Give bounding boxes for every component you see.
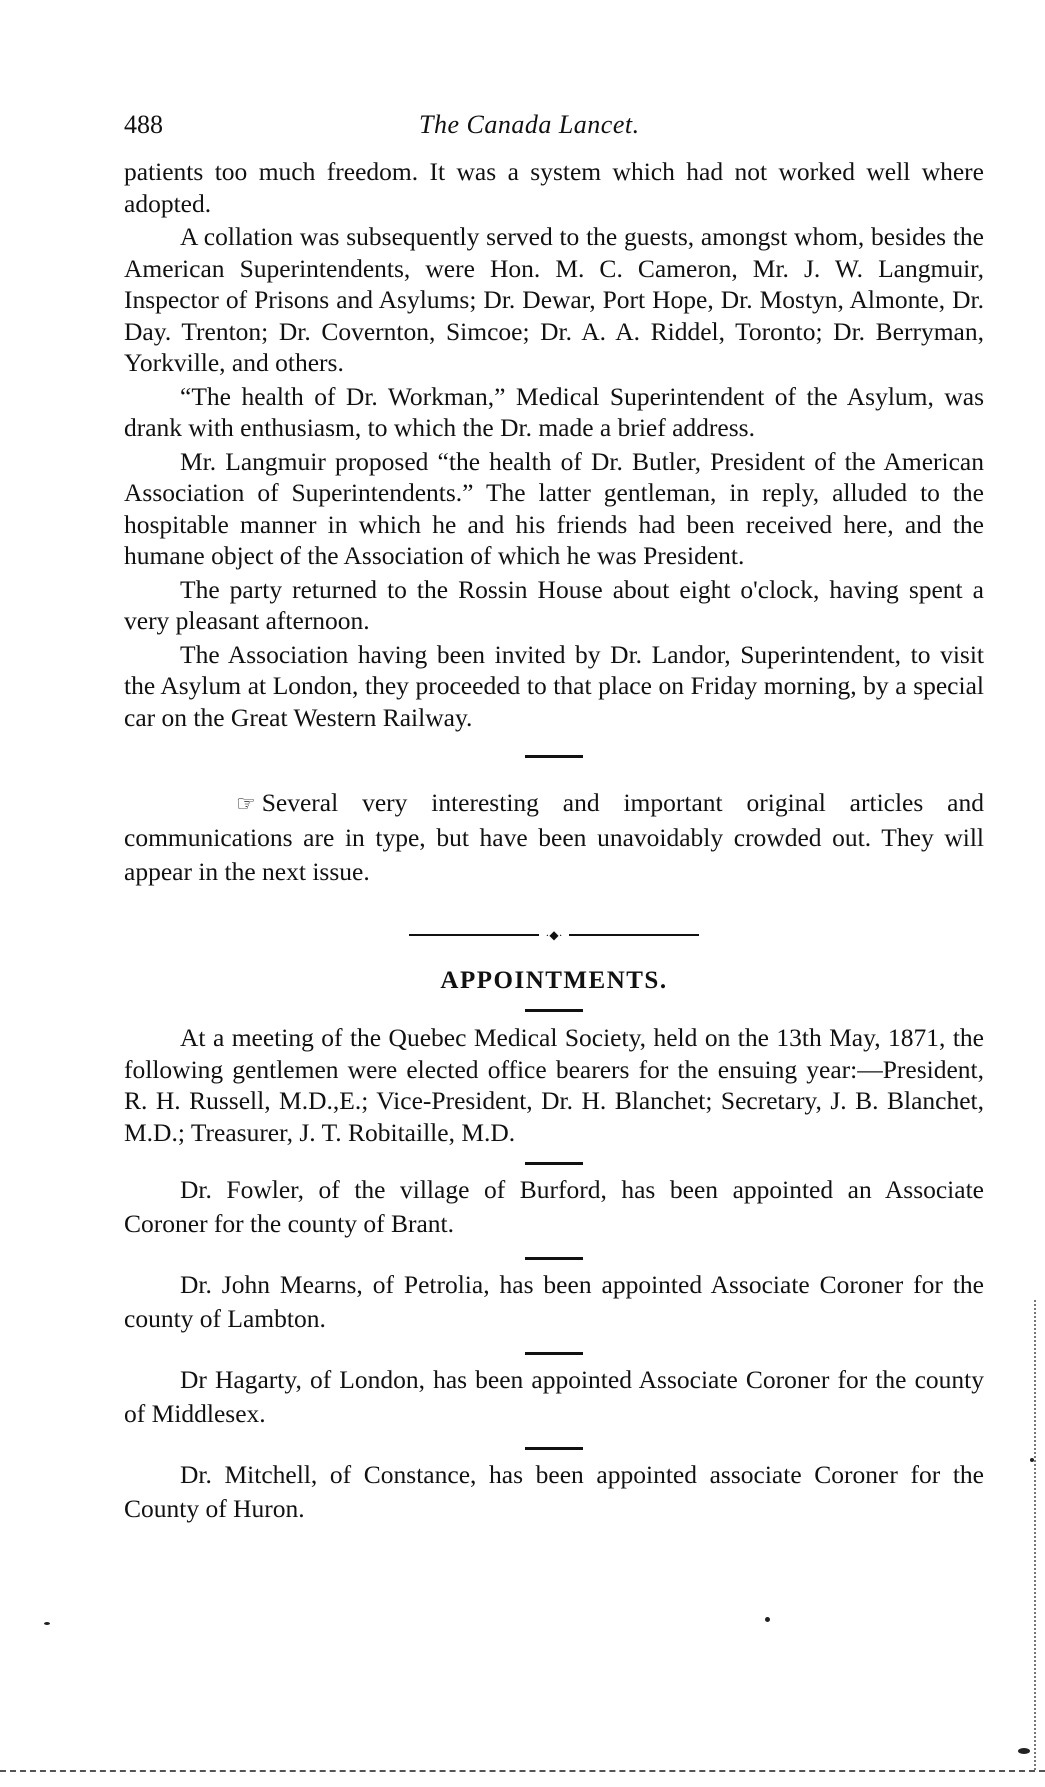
paragraph-3: “The health of Dr. Workman,” Medical Superintendent of the Asylum, was drank with enthusiasm, to which the Dr. made a brief address. <box>124 381 984 442</box>
page-header <box>124 110 984 150</box>
paragraph-5: The party returned to the Rossin House about eight o'clock, having spent a very pleasant afternoon. <box>124 574 984 635</box>
appointment-divider <box>525 1352 583 1355</box>
ink-speck <box>1018 1748 1030 1754</box>
ornament-icon: ·◆· <box>545 928 563 942</box>
appointments-heading: APPOINTMENTS. <box>440 967 668 994</box>
appointment-mitchell: Dr. Mitchell, of Constance, has been appointed associate Coroner for the County of Huron. <box>124 1460 984 1523</box>
ornamental-divider <box>409 929 699 941</box>
scan-bottom-edge <box>0 1770 1045 1772</box>
appointment-fowler: Dr. Fowler, of the village of Burford, has been appointed an Associate Coroner for the county of Brant. <box>124 1175 984 1238</box>
appointment-divider <box>525 1447 583 1450</box>
paragraph-1: patients too much freedom. It was a system which had not worked well where adopted. <box>124 157 984 218</box>
journal-page <box>124 110 984 1526</box>
paragraph-2: A collation was subsequently served to the guests, amongst whom, besides the American Superintendents, were Hon. M. C. Cameron, Mr. J. W. Langmuir, Inspector of Prisons and Asylums; Dr. Dewar, Port Hope, Dr. Mostyn, Almonte, Dr. Day. Trenton; Dr. Covernton, Simcoe; Dr. A. A. Riddel, Toronto; Dr. Berryman, Yorkville, and others. <box>124 222 984 377</box>
section-divider <box>525 755 583 758</box>
notice-text: Several very interesting and important original articles and communications are in type, but have been unavoidably crowded out. They will appear in the next issue. <box>124 788 984 886</box>
running-title: The Canada Lancet. <box>419 110 640 139</box>
ink-speck <box>765 1617 770 1622</box>
appointment-mearns: Dr. John Mearns, of Petrolia, has been appointed Associate Coroner for the county of Lambton. <box>124 1270 984 1333</box>
scan-right-edge <box>1034 1300 1036 1770</box>
ink-speck <box>44 1622 50 1625</box>
page-number: 488 <box>124 110 163 139</box>
appointment-divider <box>525 1257 583 1260</box>
paragraph-4: Mr. Langmuir proposed “the health of Dr. Butler, President of the American Association of Superintendents.” The latter gentleman, in reply, alluded to the hospitable manner in which he and his friends had been received here, and the humane object of the Association of which he was President. <box>124 446 984 570</box>
editorial-notice <box>124 786 984 889</box>
appointment-hagarty: Dr Hagarty, of London, has been appointed Associate Coroner for the county of Middlesex. <box>124 1365 984 1428</box>
appointment-divider <box>525 1162 583 1165</box>
pointing-hand-icon: ☞ <box>236 791 256 816</box>
article-continuation <box>124 156 984 733</box>
appointment-quebec-society: At a meeting of the Quebec Medical Society, held on the 13th May, 1871, the following gentlemen were elected office bearers for the ensuing year:—President, R. H. Russell, M.D.,E.; Vice-President, Dr. H. Blanchet; Secretary, J. B. Blanchet, M.D.; Treasurer, J. T. Robitaille, M.D. <box>124 1023 984 1147</box>
paragraph-6: The Association having been invited by Dr. Landor, Superintendent, to visit the Asylum at London, they proceeded to that place on Friday morning, by a special car on the Great Western Railway. <box>124 639 984 732</box>
heading-underline <box>525 1009 583 1012</box>
